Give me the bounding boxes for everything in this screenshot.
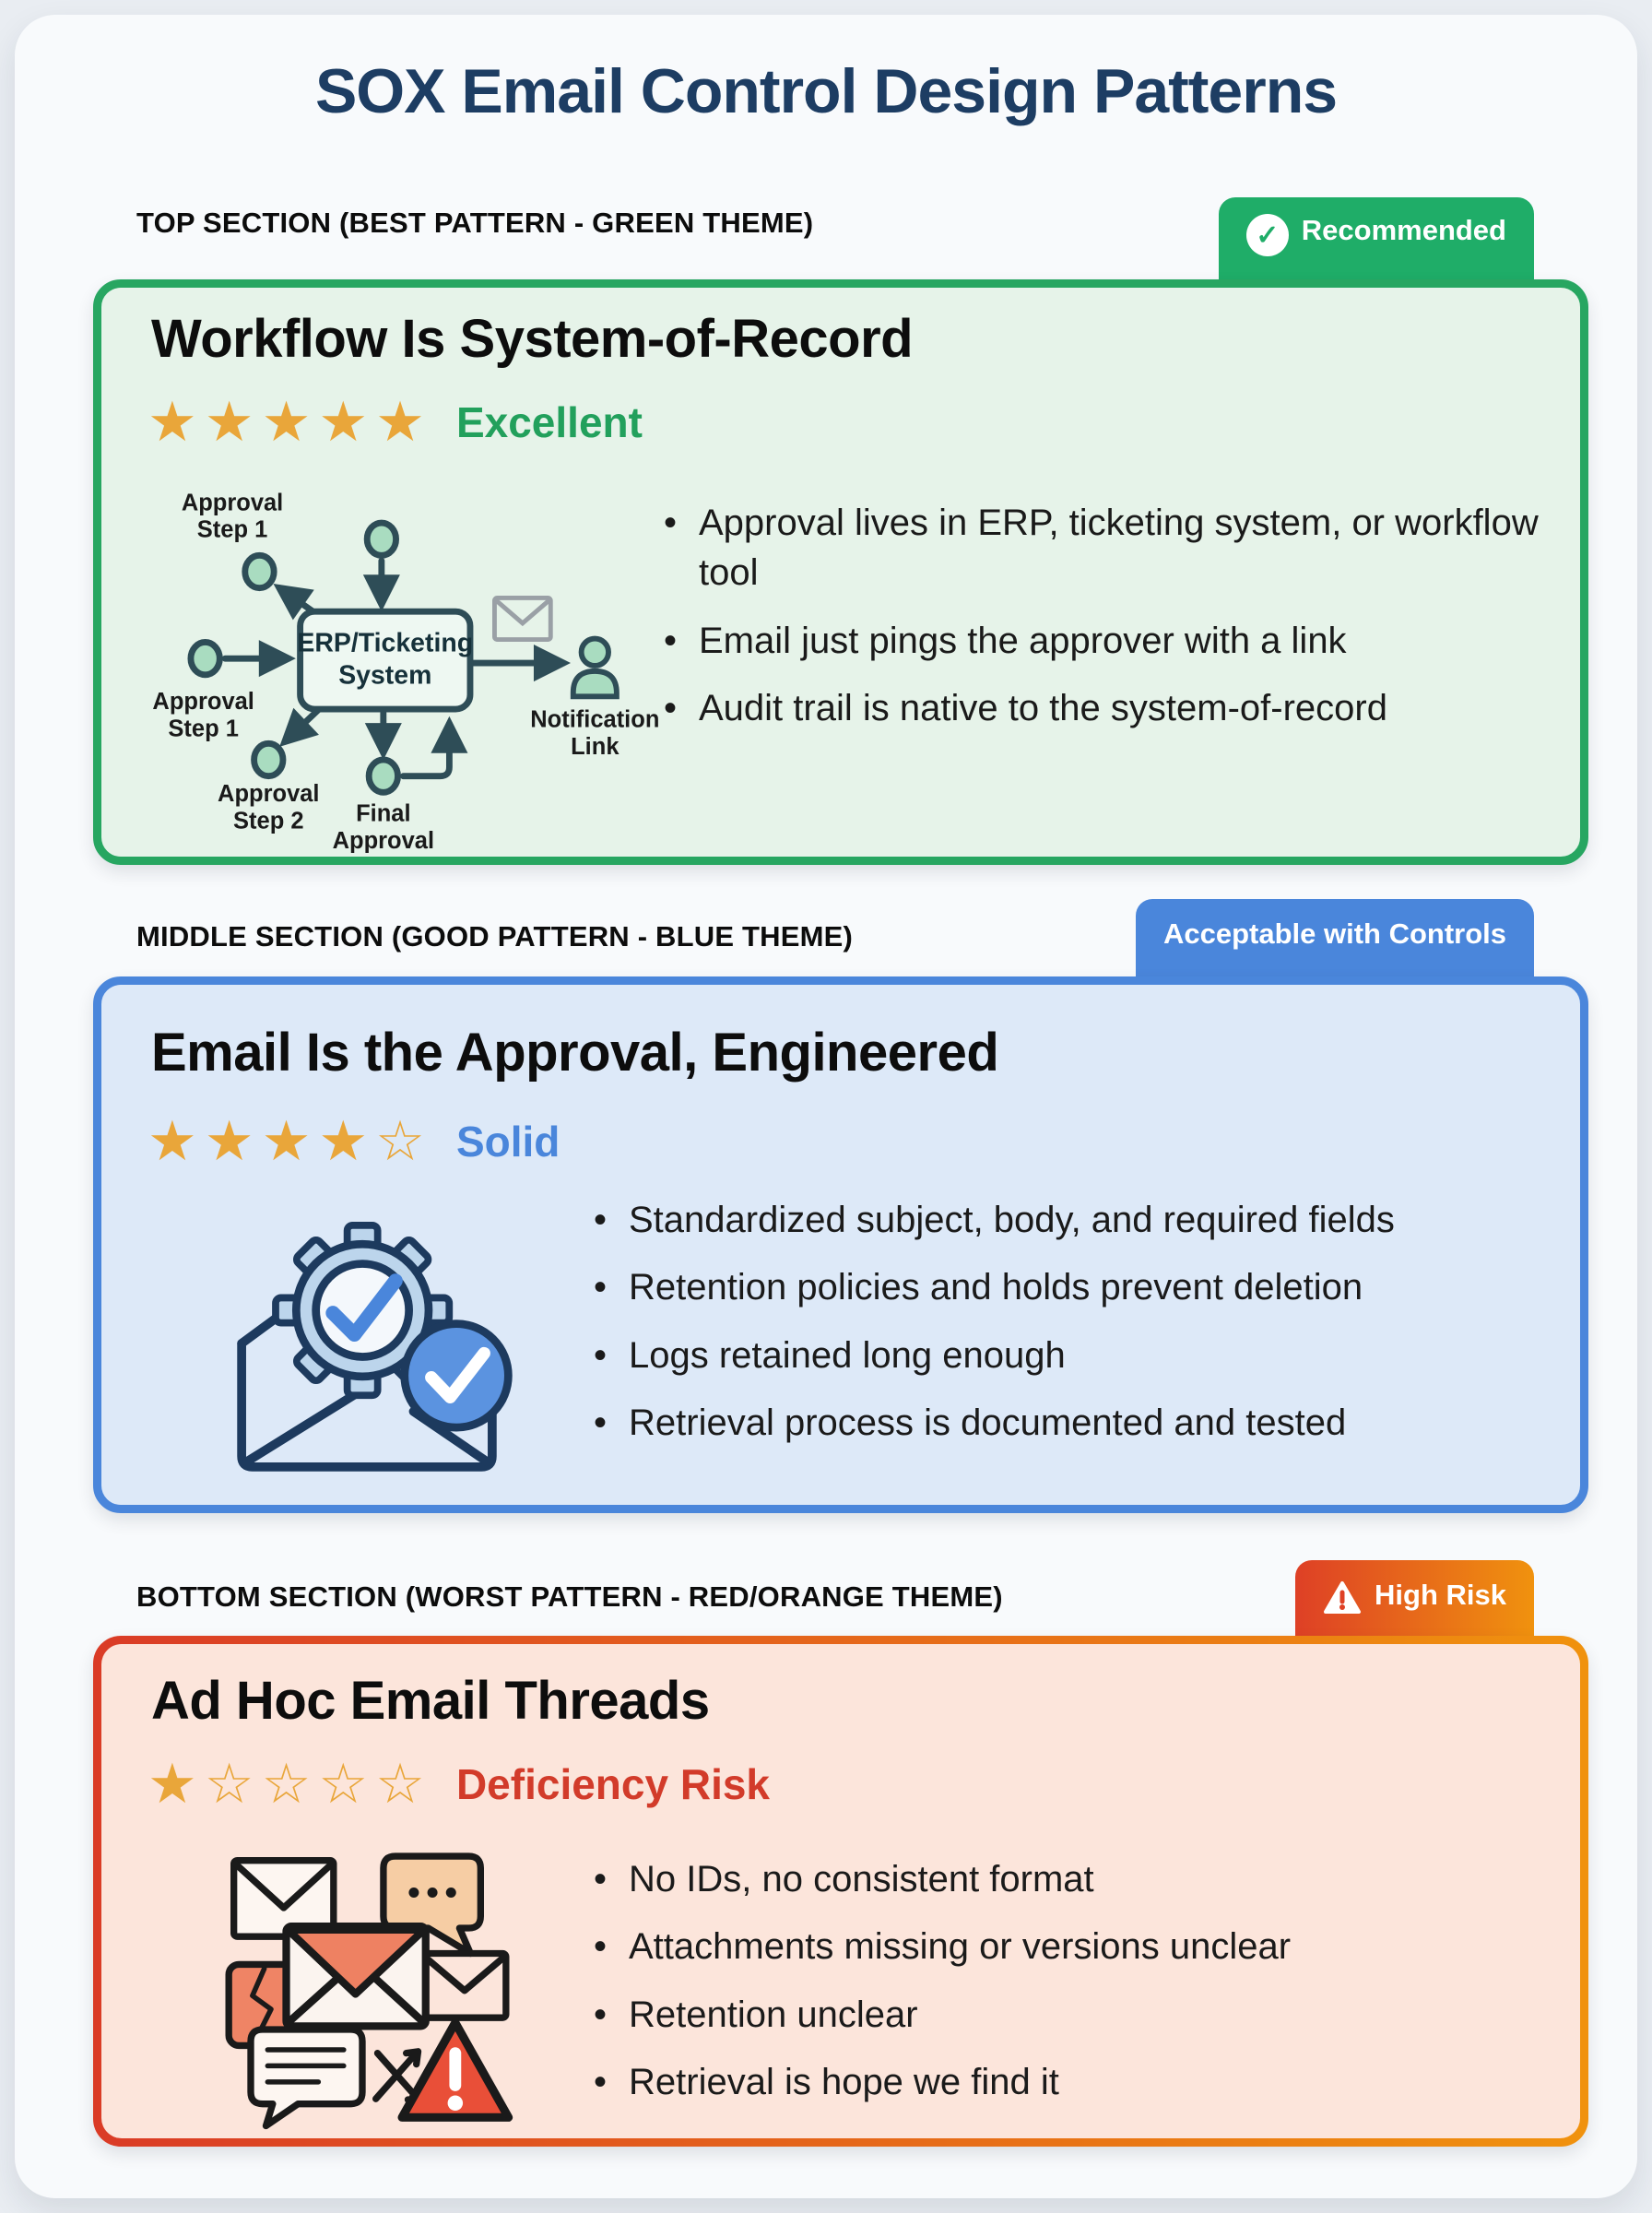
envelope-center-icon <box>287 1926 426 2026</box>
infographic-canvas <box>15 15 1637 2198</box>
badge-label: Acceptable with Controls <box>1162 917 1506 950</box>
page-title: SOX Email Control Design Patterns <box>314 56 1338 126</box>
label-final-l2: Approval <box>332 828 435 853</box>
card-red-inner <box>101 1644 1580 2138</box>
card-ad-hoc-email-threads <box>93 1636 1588 2147</box>
envelope-right-icon <box>423 1954 506 2018</box>
bullet-item: • Email just pings the approver with a link <box>660 616 1545 666</box>
email-gear-icon <box>183 1189 551 1494</box>
node-initiator <box>367 523 395 555</box>
bullet-list <box>660 498 1545 751</box>
warning-triangle-icon <box>1323 1580 1362 1615</box>
rating-label: Solid <box>455 1118 560 1166</box>
label-step1-top-l2: Step 1 <box>196 516 268 543</box>
card-title: Email Is the Approval, Engineered <box>151 1023 999 1083</box>
node-step2 <box>254 743 283 775</box>
bullet-item: • Approval lives in ERP, ticketing system, or workflow tool <box>660 498 1545 598</box>
section-label-top: TOP SECTION (BEST PATTERN - GREEN THEME) <box>136 207 814 239</box>
bullet-item: • Standardized subject, body, and required fields <box>590 1195 1540 1245</box>
label-step1-left-l1: Approval <box>152 689 254 716</box>
person-icon <box>573 639 617 697</box>
bullet-item: • Audit trail is native to the system-of-record <box>660 683 1545 733</box>
bullet-item: • No IDs, no consistent format <box>590 1854 1540 1904</box>
star-rating <box>148 1110 560 1172</box>
card-workflow-system-of-record <box>93 279 1588 865</box>
arrow-final-return <box>403 724 449 776</box>
section-label-bottom: BOTTOM SECTION (WORST PATTERN - RED/ORANGE THEME) <box>136 1580 1003 1613</box>
erp-box-line1: ERP/Ticketing <box>297 628 474 658</box>
label-notification-l1: Notification <box>530 706 660 733</box>
node-final <box>369 760 397 792</box>
label-step1-left-l2: Step 1 <box>168 716 239 742</box>
badge-label: Recommended <box>1301 214 1506 246</box>
arrow-to-step2 <box>285 707 321 741</box>
check-badge-icon <box>405 1324 509 1428</box>
star-rating <box>148 391 643 453</box>
label-notification-l2: Link <box>571 734 620 761</box>
chat-bubble-icon <box>251 2030 362 2126</box>
card-title: Ad Hoc Email Threads <box>151 1671 710 1731</box>
card-email-approval-engineered <box>93 976 1588 1513</box>
bullet-list <box>590 1854 1540 2125</box>
label-step2-l2: Step 2 <box>233 808 304 834</box>
bullet-item: • Logs retained long enough <box>590 1331 1540 1380</box>
erp-box-line2: System <box>338 660 432 691</box>
stars: ★★★★★ <box>148 391 432 453</box>
bullet-item: • Retrieval process is documented and tested <box>590 1398 1540 1448</box>
section-label-middle: MIDDLE SECTION (GOOD PATTERN - BLUE THEME) <box>136 920 854 953</box>
rating-label: Excellent <box>455 398 643 446</box>
stars: ★☆☆☆☆ <box>148 1753 432 1815</box>
node-step1-left <box>191 642 219 674</box>
check-circle-icon: ✓ <box>1246 214 1289 256</box>
bullet-item: • Attachments missing or versions unclear <box>590 1922 1540 1971</box>
email-chaos-icon <box>201 1827 524 2131</box>
bullet-item: • Retention unclear <box>590 1990 1540 2040</box>
alert-triangle-icon <box>402 2023 509 2118</box>
envelope-icon <box>494 598 550 639</box>
label-step2-l1: Approval <box>218 781 320 808</box>
label-final-l1: Final <box>356 800 411 827</box>
badge-label: High Risk <box>1375 1579 1506 1611</box>
bullet-item: • Retrieval is hope we find it <box>590 2057 1540 2107</box>
card-title: Workflow Is System-of-Record <box>151 309 914 369</box>
rating-label: Deficiency Risk <box>455 1760 771 1808</box>
workflow-diagram <box>124 478 721 853</box>
bullet-item: • Retention policies and holds prevent deletion <box>590 1262 1540 1312</box>
stars: ★★★★☆ <box>148 1110 432 1172</box>
star-rating <box>148 1753 771 1815</box>
bullet-list <box>590 1195 1540 1466</box>
label-step1-top-l1: Approval <box>181 490 284 516</box>
node-step1-top <box>245 555 274 587</box>
